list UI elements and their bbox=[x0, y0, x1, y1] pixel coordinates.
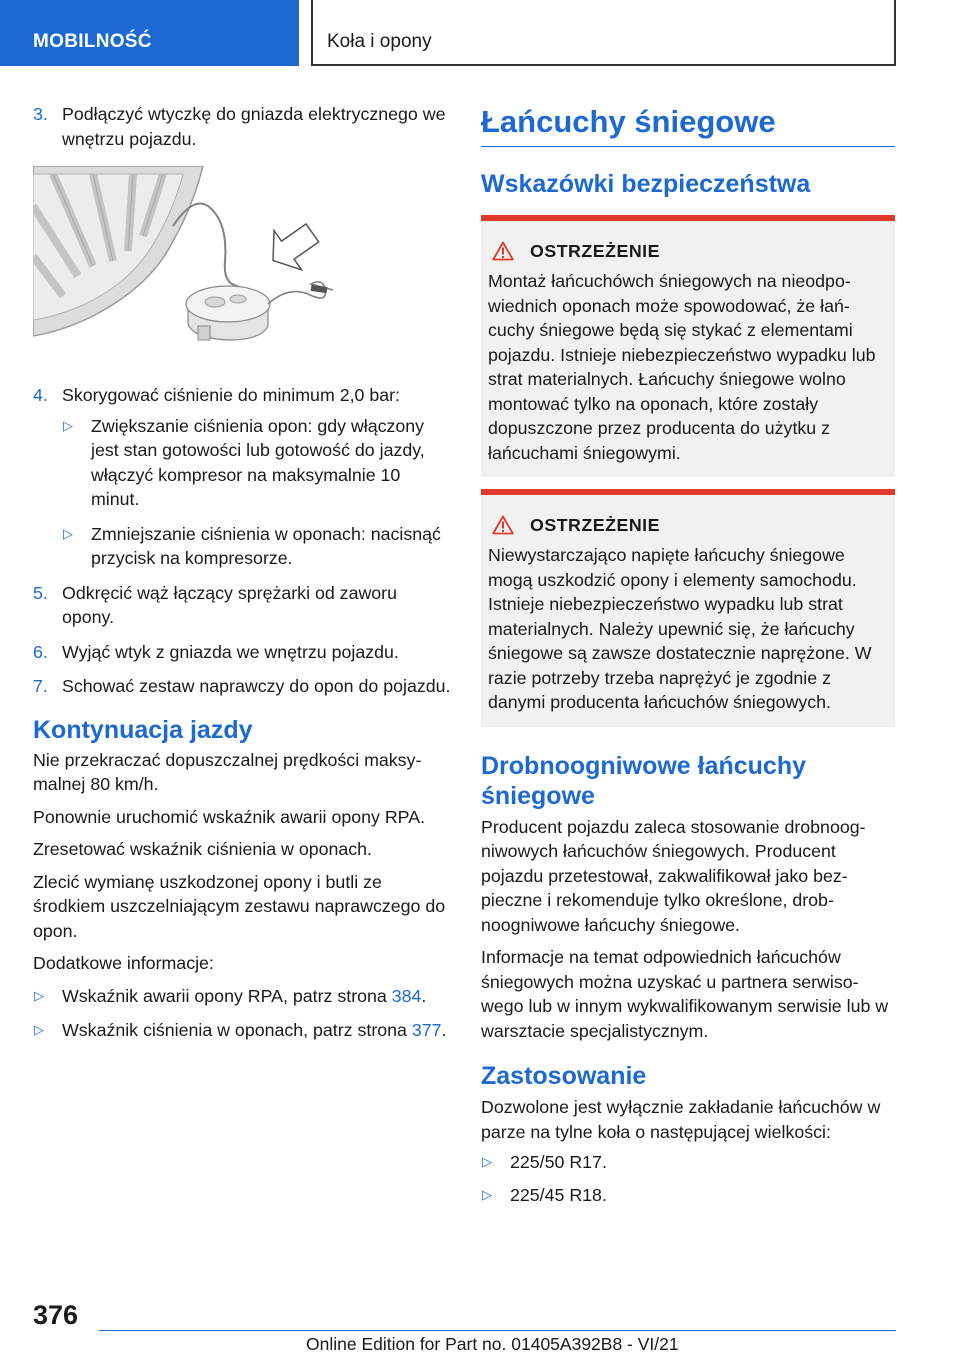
step-number: 7. bbox=[33, 676, 48, 696]
warning-triangle-icon bbox=[492, 241, 530, 261]
size-text: 225/50 R17. bbox=[510, 1152, 607, 1172]
warning-title bbox=[488, 513, 888, 537]
paragraph: Producent pojazdu zaleca stosowanie drobnoogniwowych łańcuchów śniegowych. Producent pojazdu przetestował, zakwalifikował jako bezpieczne i rekomenduje tylko określone, drobnoogniwowe łańcuchy śniegowe. bbox=[481, 816, 866, 935]
chapter-tab bbox=[311, 0, 896, 66]
paragraph: Informacje na temat odpowiednich łańcuchów śniegowych można uzyskać u partnera serwisowego lub w innym wykwalifikowanym serwisie lub w warsztacie specjalistycznym. bbox=[481, 947, 889, 1041]
paragraph: Zresetować wskaźnik ciśnienia w oponach. bbox=[33, 839, 372, 859]
section-label: MOBILNOŚĆ bbox=[33, 31, 152, 52]
warning-text: Niewystarczająco napięte łańcuchy śniegowe mogą uszkodzić opony i elementy samochodu. Istnieje niebezpieczeństwo wypadku lub strat materialnych. Należy upewnić się, że łańcuchy śniegowe są zawsze dostatecznie naprężone. W razie potrzeby trzeba naprężyć je zgodnie z danymi producenta łańcuchów śniegowych. bbox=[488, 545, 872, 712]
usage-paragraph: Dozwolone jest wyłącznie zakładanie łańcuchów w parze na tylne koła o następującej wielkości: bbox=[481, 1097, 881, 1142]
size-item bbox=[481, 1150, 895, 1175]
warning-text: Montaż łańcuchówch śniegowych na nieodpowiednich oponach może spowodować, że łańcuchy śniegowe będą się stykać z elementami pojazdu. Istnieje niebezpieczeństwo wypadku lub strat materialnych. Łańcuchy śniegowe wolno montować tylko na oponach, które zostały dopuszczone przez producenta do użytku z łańcuchami śniegowymi. bbox=[488, 271, 876, 463]
warning-box bbox=[481, 489, 895, 727]
page-title: Łańcuchy śniegowe bbox=[481, 102, 895, 147]
reference-item bbox=[33, 1018, 453, 1043]
step-number: 4. bbox=[33, 385, 48, 405]
warning-title bbox=[488, 239, 888, 263]
section-tab bbox=[0, 0, 299, 66]
left-column bbox=[33, 102, 453, 1043]
usage-heading: Zastosowanie bbox=[481, 1062, 647, 1090]
bullet-triangle-icon: ▷ bbox=[63, 525, 73, 541]
bullet-text: Zwiększanie ciśnienia opon: gdy włączony jest stan gotowości lub gotowość do jazdy, włączyć kompresor na maksymalnie 10 minut. bbox=[91, 415, 425, 509]
fine-chains-paragraphs bbox=[481, 815, 895, 1044]
chapter-label: Koła i opony bbox=[327, 31, 432, 52]
bullet-triangle-icon: ▷ bbox=[34, 987, 44, 1003]
step-item bbox=[33, 674, 453, 699]
bullet-triangle-icon: ▷ bbox=[482, 1186, 492, 1202]
paragraph: Nie przekraczać dopuszczalnej prędkości maksymalnej 80 km/h. bbox=[33, 749, 422, 794]
paragraph: Dodatkowe informacje: bbox=[33, 953, 214, 973]
bullet-triangle-icon: ▷ bbox=[34, 1022, 44, 1037]
step-4 bbox=[33, 383, 453, 571]
step-text: Wyjąć wtyk z gniazda we wnętrzu pojazdu. bbox=[62, 641, 399, 662]
footer-divider bbox=[99, 1330, 896, 1331]
fine-chains-heading: Drobnoogniwowe łańcuchy śniegowe bbox=[481, 751, 807, 810]
warning-box bbox=[481, 215, 895, 477]
bullet-triangle-icon: ▷ bbox=[482, 1154, 492, 1169]
sizes-list bbox=[481, 1150, 895, 1207]
step-text: Podłączyć wtyczkę do gniazda elektrycznego we wnętrzu pojazdu. bbox=[62, 104, 446, 149]
step-number: 3. bbox=[33, 104, 48, 124]
step-4-bullets bbox=[62, 414, 453, 571]
page-link[interactable]: 384 bbox=[391, 985, 422, 1006]
step-item bbox=[33, 102, 453, 151]
warning-label: OSTRZEŻENIE bbox=[530, 241, 660, 261]
step-number: 6. bbox=[33, 641, 48, 662]
bullet-triangle-icon: ▷ bbox=[63, 417, 73, 433]
page-number: 376 bbox=[33, 1300, 79, 1330]
reference-list bbox=[33, 984, 453, 1043]
step-item bbox=[33, 640, 453, 665]
bullet-item bbox=[62, 414, 453, 512]
bullet-item bbox=[62, 522, 453, 571]
reference-text: Wskaźnik awarii opony RPA, patrz strona bbox=[62, 985, 392, 1006]
page-link[interactable]: 377 bbox=[411, 1020, 442, 1040]
warnings bbox=[481, 215, 895, 727]
right-column bbox=[481, 102, 895, 1207]
continue-paragraphs bbox=[33, 748, 453, 976]
paragraph: Zlecić wymianę uszkodzonej opony i butli ze środkiem uszczelniającym zestawu naprawczego do opon. bbox=[33, 871, 446, 941]
bullet-text: Zmniejszanie ciśnienia w oponach: nacisnąć przycisk na kompresorze. bbox=[91, 523, 441, 568]
size-text: 225/45 R18. bbox=[510, 1184, 607, 1205]
paragraph: Ponownie uruchomić wskaźnik awarii opony RPA. bbox=[33, 806, 426, 827]
footer-edition: Online Edition for Part no. 01405A392B8 - VI/21 bbox=[306, 1334, 679, 1354]
safety-heading: Wskazówki bezpieczeństwa bbox=[481, 170, 811, 198]
reference-text: Wskaźnik ciśnienia w oponach, patrz strona bbox=[62, 1020, 412, 1040]
tire-compressor-illustration bbox=[33, 166, 453, 356]
reference-item bbox=[33, 984, 453, 1009]
step-text: Schować zestaw naprawczy do opon do pojazdu. bbox=[62, 676, 451, 696]
step-text: Odkręcić wąż łączący sprężarki od zaworu opony. bbox=[62, 582, 397, 627]
steps-list-continued bbox=[33, 581, 453, 699]
step-item bbox=[33, 581, 453, 630]
size-item bbox=[481, 1183, 895, 1208]
step-text: Skorygować ciśnienie do minimum 2,0 bar: bbox=[62, 385, 400, 405]
continue-heading: Kontynuacja jazdy bbox=[33, 715, 253, 744]
reference-end: . bbox=[421, 985, 427, 1006]
reference-end: . bbox=[441, 1020, 447, 1040]
warning-triangle-icon bbox=[492, 515, 530, 535]
step-number: 5. bbox=[33, 582, 48, 603]
warning-label: OSTRZEŻENIE bbox=[530, 515, 660, 535]
steps-list bbox=[33, 102, 453, 151]
illustration bbox=[33, 166, 453, 361]
